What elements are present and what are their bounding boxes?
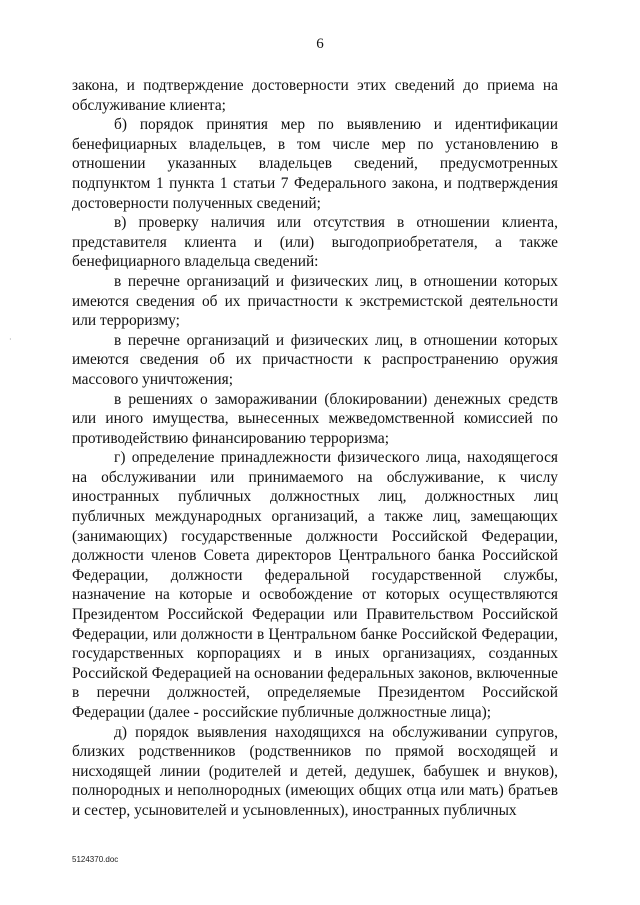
paragraph-v-wmd: в перечне организаций и физических лиц, в отношении которых имеются сведения об их причастности к распространению оружия массового уничтожения; — [72, 331, 558, 388]
paragraph-b: б) порядок принятия мер по выявлению и идентификации бенефициарных владельцев, в том числе мер по установлению в отношении указанных владельцев сведений, предусмотренных подпунктом 1 пункта 1 статьи 7 Федерального закона, и подтверждения достоверности полученных сведений; — [72, 116, 558, 212]
margin-mark: · — [9, 335, 12, 344]
paragraph-v-extremism: в перечне организаций и физических лиц, в отношении которых имеются сведения об их причастности к экстремистской деятельности или терроризму; — [72, 272, 558, 330]
document-filename: 5124370.doc — [72, 855, 119, 864]
paragraph-g: г) определение принадлежности физического лица, находящегося на обслуживании или принимаемого на обслуживание, к числу иностранных публичных должностных лиц, должностных лиц публичных международных организаций, а также лиц, замещающих (занимающих) государственные должности Российской Федерации, должности членов Совета директоров Центрального банка Российской Федерации, должности федеральной государственной службы, назначение на которые и освобождение от которых осуществляются Президентом Российской Федерации или Правительством Российской Федерации, или должности в Центральном банке Российской Федерации, государственных корпорациях и в иных организациях, созданных Российской Федерацией на основании федеральных законов, включенные в перечни должностей, определяемые Президентом Российской Федерации (далее - российские публичные должностные лица); — [72, 449, 558, 721]
paragraph-d: д) порядок выявления находящихся на обслуживании супругов, близких родственников (родственников по прямой восходящей и нисходящей линии (родителей и детей, дедушек, бабушек и внуков), полнородных и неполнородных (имеющих общих отца или мать) братьев и сестер, усыновителей и усыновленных), иностранных публичных — [72, 723, 558, 819]
paragraph-v: в) проверку наличия или отсутствия в отношении клиента, представителя клиента и (или) выгодоприобретателя, а также бенефициарного владельца сведений: — [72, 214, 558, 271]
document-body — [72, 76, 558, 821]
page-number: 6 — [316, 36, 324, 52]
paragraph-continuation: закона, и подтверждение достоверности этих сведений до приема на обслуживание клиента; — [72, 77, 558, 114]
paragraph-v-freezing: в решениях о замораживании (блокировании) денежных средств или иного имущества, вынесенных межведомственной комиссией по противодействию финансированию терроризма; — [72, 390, 558, 447]
